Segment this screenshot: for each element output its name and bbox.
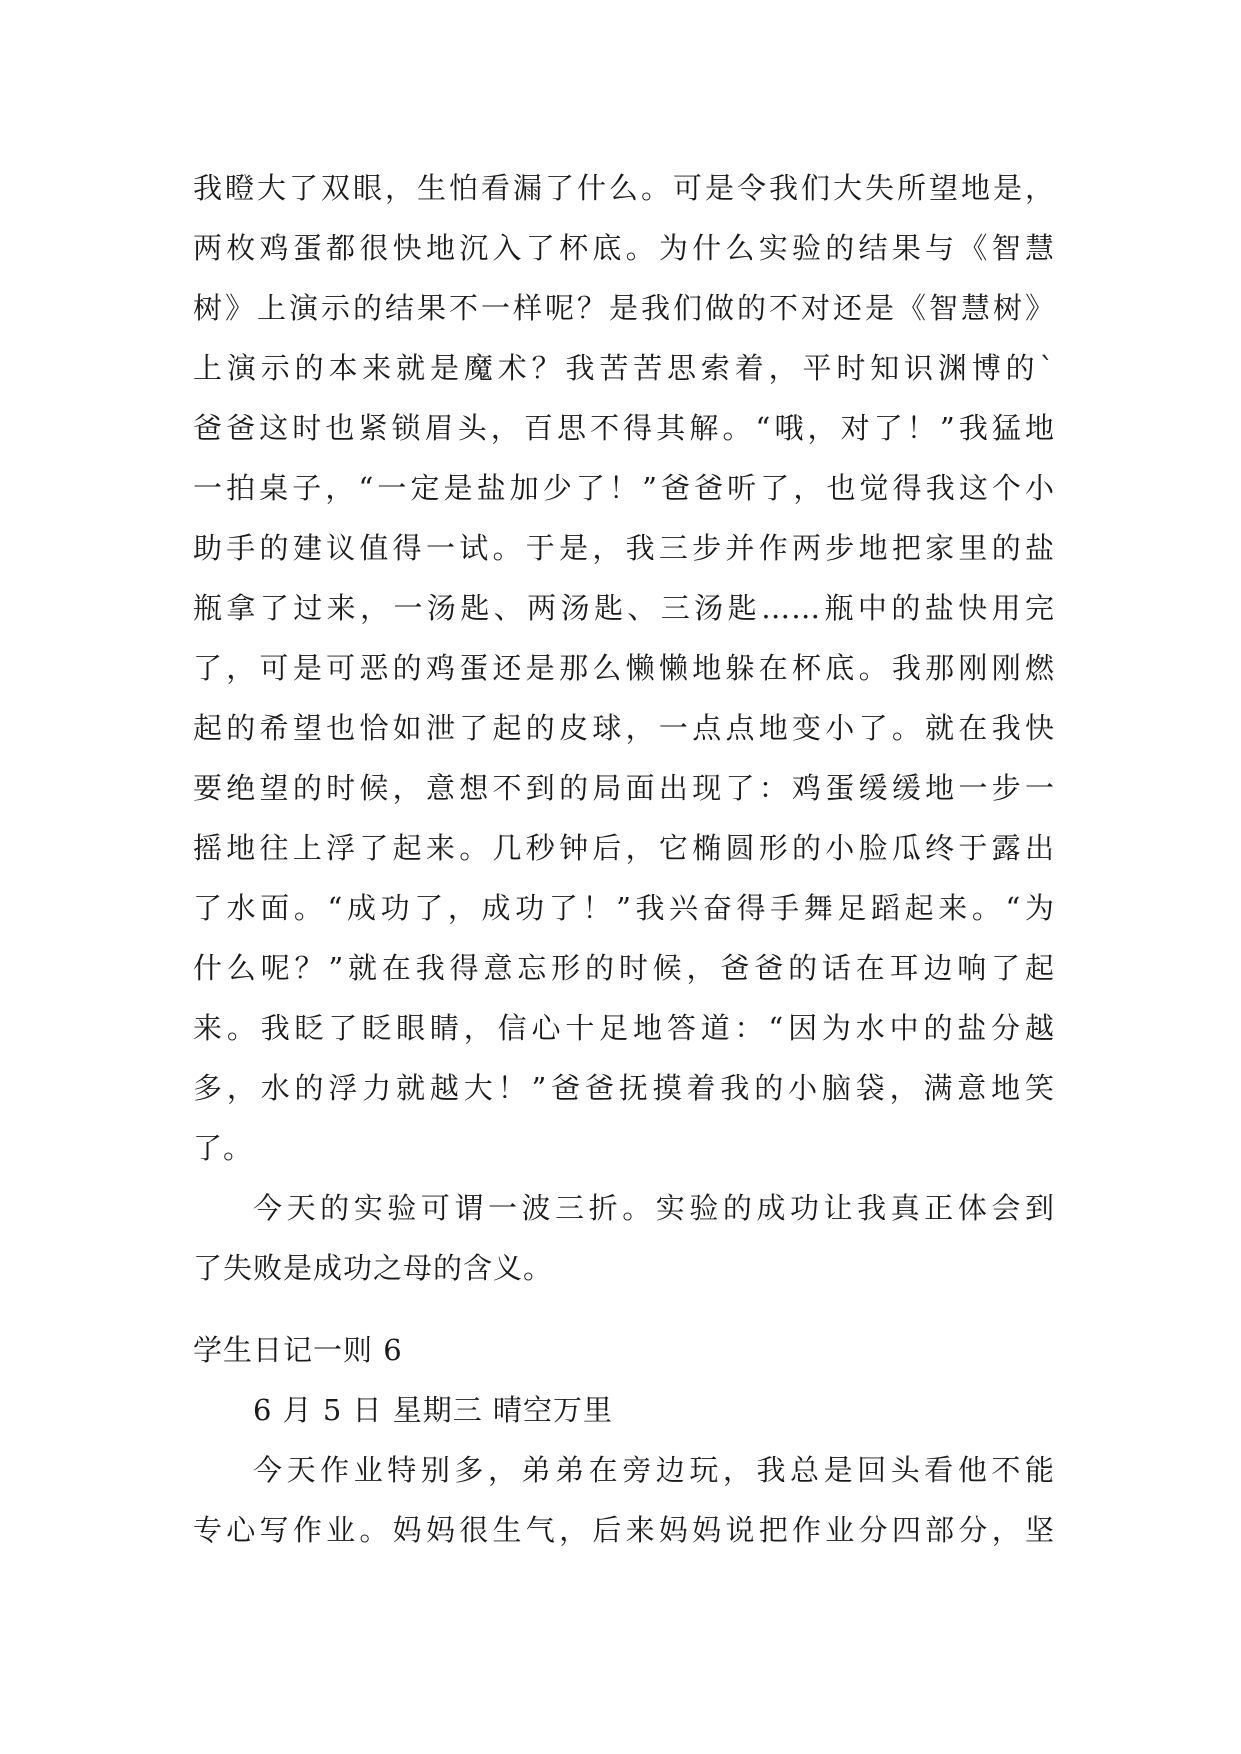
text-line: 起的希望也恰如泄了起的皮球，一点点地变小了。就在我快 bbox=[193, 711, 1055, 745]
diary-date-line: 6 月 5 日 星期三 晴空万里 bbox=[253, 1393, 613, 1427]
text-line: 爸爸这时也紧锁眉头，百思不得其解。“哦，对了！”我猛地 bbox=[193, 411, 1055, 445]
diary-title: 学生日记一则 6 bbox=[193, 1333, 403, 1367]
text-line: 了。 bbox=[193, 1131, 254, 1165]
text-line: 了失败是成功之母的含义。 bbox=[193, 1251, 554, 1285]
text-line: 上演示的本来就是魔术？我苦苦思索着，平时知识渊博的` bbox=[193, 351, 1055, 385]
text-line: 多，水的浮力就越大！”爸爸抚摸着我的小脑袋，满意地笑 bbox=[193, 1071, 1055, 1105]
text-line: 要绝望的时候，意想不到的局面出现了：鸡蛋缓缓地一步一 bbox=[193, 771, 1055, 805]
text-line: 树》上演示的结果不一样呢？是我们做的不对还是《智慧树》 bbox=[193, 291, 1055, 325]
text-line: 助手的建议值得一试。于是，我三步并作两步地把家里的盐 bbox=[193, 531, 1055, 565]
diary-body-text bbox=[193, 1440, 1055, 1560]
body-text bbox=[193, 158, 1055, 1298]
text-line: 什么呢？”就在我得意忘形的时候，爸爸的话在耳边响了起 bbox=[193, 951, 1055, 985]
text-line: 来。我眨了眨眼睛，信心十足地答道：“因为水中的盐分越 bbox=[193, 1011, 1055, 1045]
text-line: 了水面。“成功了，成功了！”我兴奋得手舞足蹈起来。“为 bbox=[193, 891, 1055, 925]
text-line: 专心写作业。妈妈很生气，后来妈妈说把作业分四部分，坚 bbox=[193, 1513, 1055, 1547]
text-line: 两枚鸡蛋都很快地沉入了杯底。为什么实验的结果与《智慧 bbox=[193, 231, 1055, 265]
text-line: 摇地往上浮了起来。几秒钟后，它椭圆形的小脸瓜终于露出 bbox=[193, 831, 1055, 865]
text-line: 我瞪大了双眼，生怕看漏了什么。可是令我们大失所望地是， bbox=[193, 171, 1055, 205]
text-line: 一拍桌子，“一定是盐加少了！”爸爸听了，也觉得我这个小 bbox=[193, 471, 1055, 505]
text-line: 今天作业特别多，弟弟在旁边玩，我总是回头看他不能 bbox=[253, 1453, 1055, 1487]
text-line: 今天的实验可谓一波三折。实验的成功让我真正体会到 bbox=[253, 1191, 1055, 1225]
text-line: 瓶拿了过来，一汤匙、两汤匙、三汤匙……瓶中的盐快用完 bbox=[193, 591, 1055, 625]
text-line: 了，可是可恶的鸡蛋还是那么懒懒地躲在杯底。我那刚刚燃 bbox=[193, 651, 1055, 685]
